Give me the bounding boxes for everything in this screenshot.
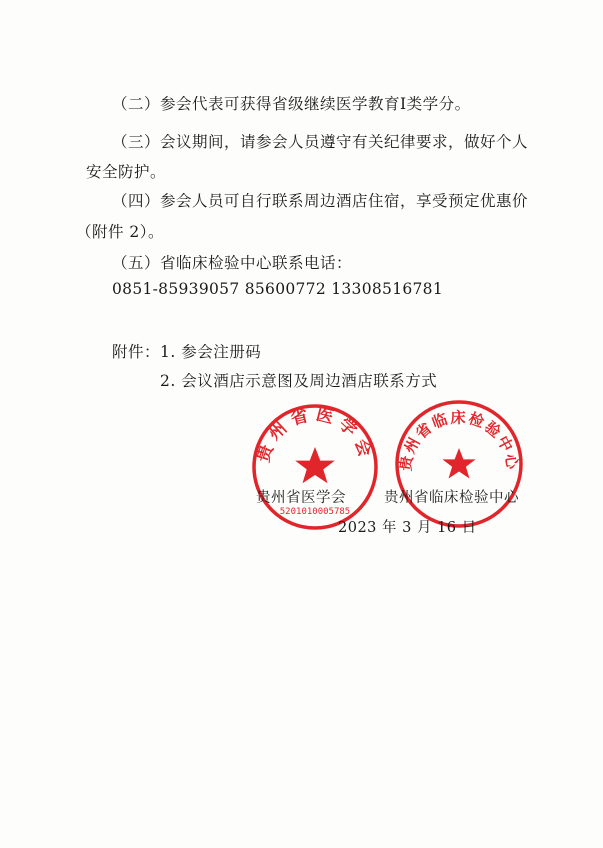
attachment-item-1: 1. 参会注册码: [160, 343, 262, 361]
seal2-text: 贵州省临床检验中心: [396, 408, 522, 473]
seal1-code: 5201010005785: [279, 507, 351, 517]
signature-org-1: 贵州省医学会: [256, 490, 346, 506]
seal-clinical-lab-center: [393, 398, 525, 530]
seal1-text: 贵州省医学会: [253, 404, 377, 465]
note-item-5: （五）省临床检验中心联系电话：: [112, 254, 353, 272]
signature-date: 2023 年 3 月 16 日: [338, 520, 477, 536]
attachment-item-2: 2. 会议酒店示意图及周边酒店联系方式: [160, 372, 438, 390]
note-item-4-line2: （附件 2）。: [76, 223, 165, 241]
signature-org-2: 贵州省临床检验中心: [384, 490, 519, 506]
attachments-label: 附件：: [112, 343, 161, 361]
note-item-3-line2: 安全防护。: [86, 163, 167, 181]
note-item-2: （二）参会代表可获得省级继续医学教育Ⅰ类学分。: [112, 95, 471, 113]
note-item-4-line1: （四）参会人员可自行联系周边酒店住宿，享受预定优惠价: [112, 192, 529, 210]
phone-numbers: 0851-85939057 85600772 13308516781: [112, 280, 443, 298]
star-icon: [442, 448, 475, 479]
seal-medical-association: [250, 402, 380, 532]
note-item-3-line1: （三）会议期间，请参会人员遵守有关纪律要求，做好个人: [112, 133, 529, 151]
star-icon: [295, 447, 335, 483]
